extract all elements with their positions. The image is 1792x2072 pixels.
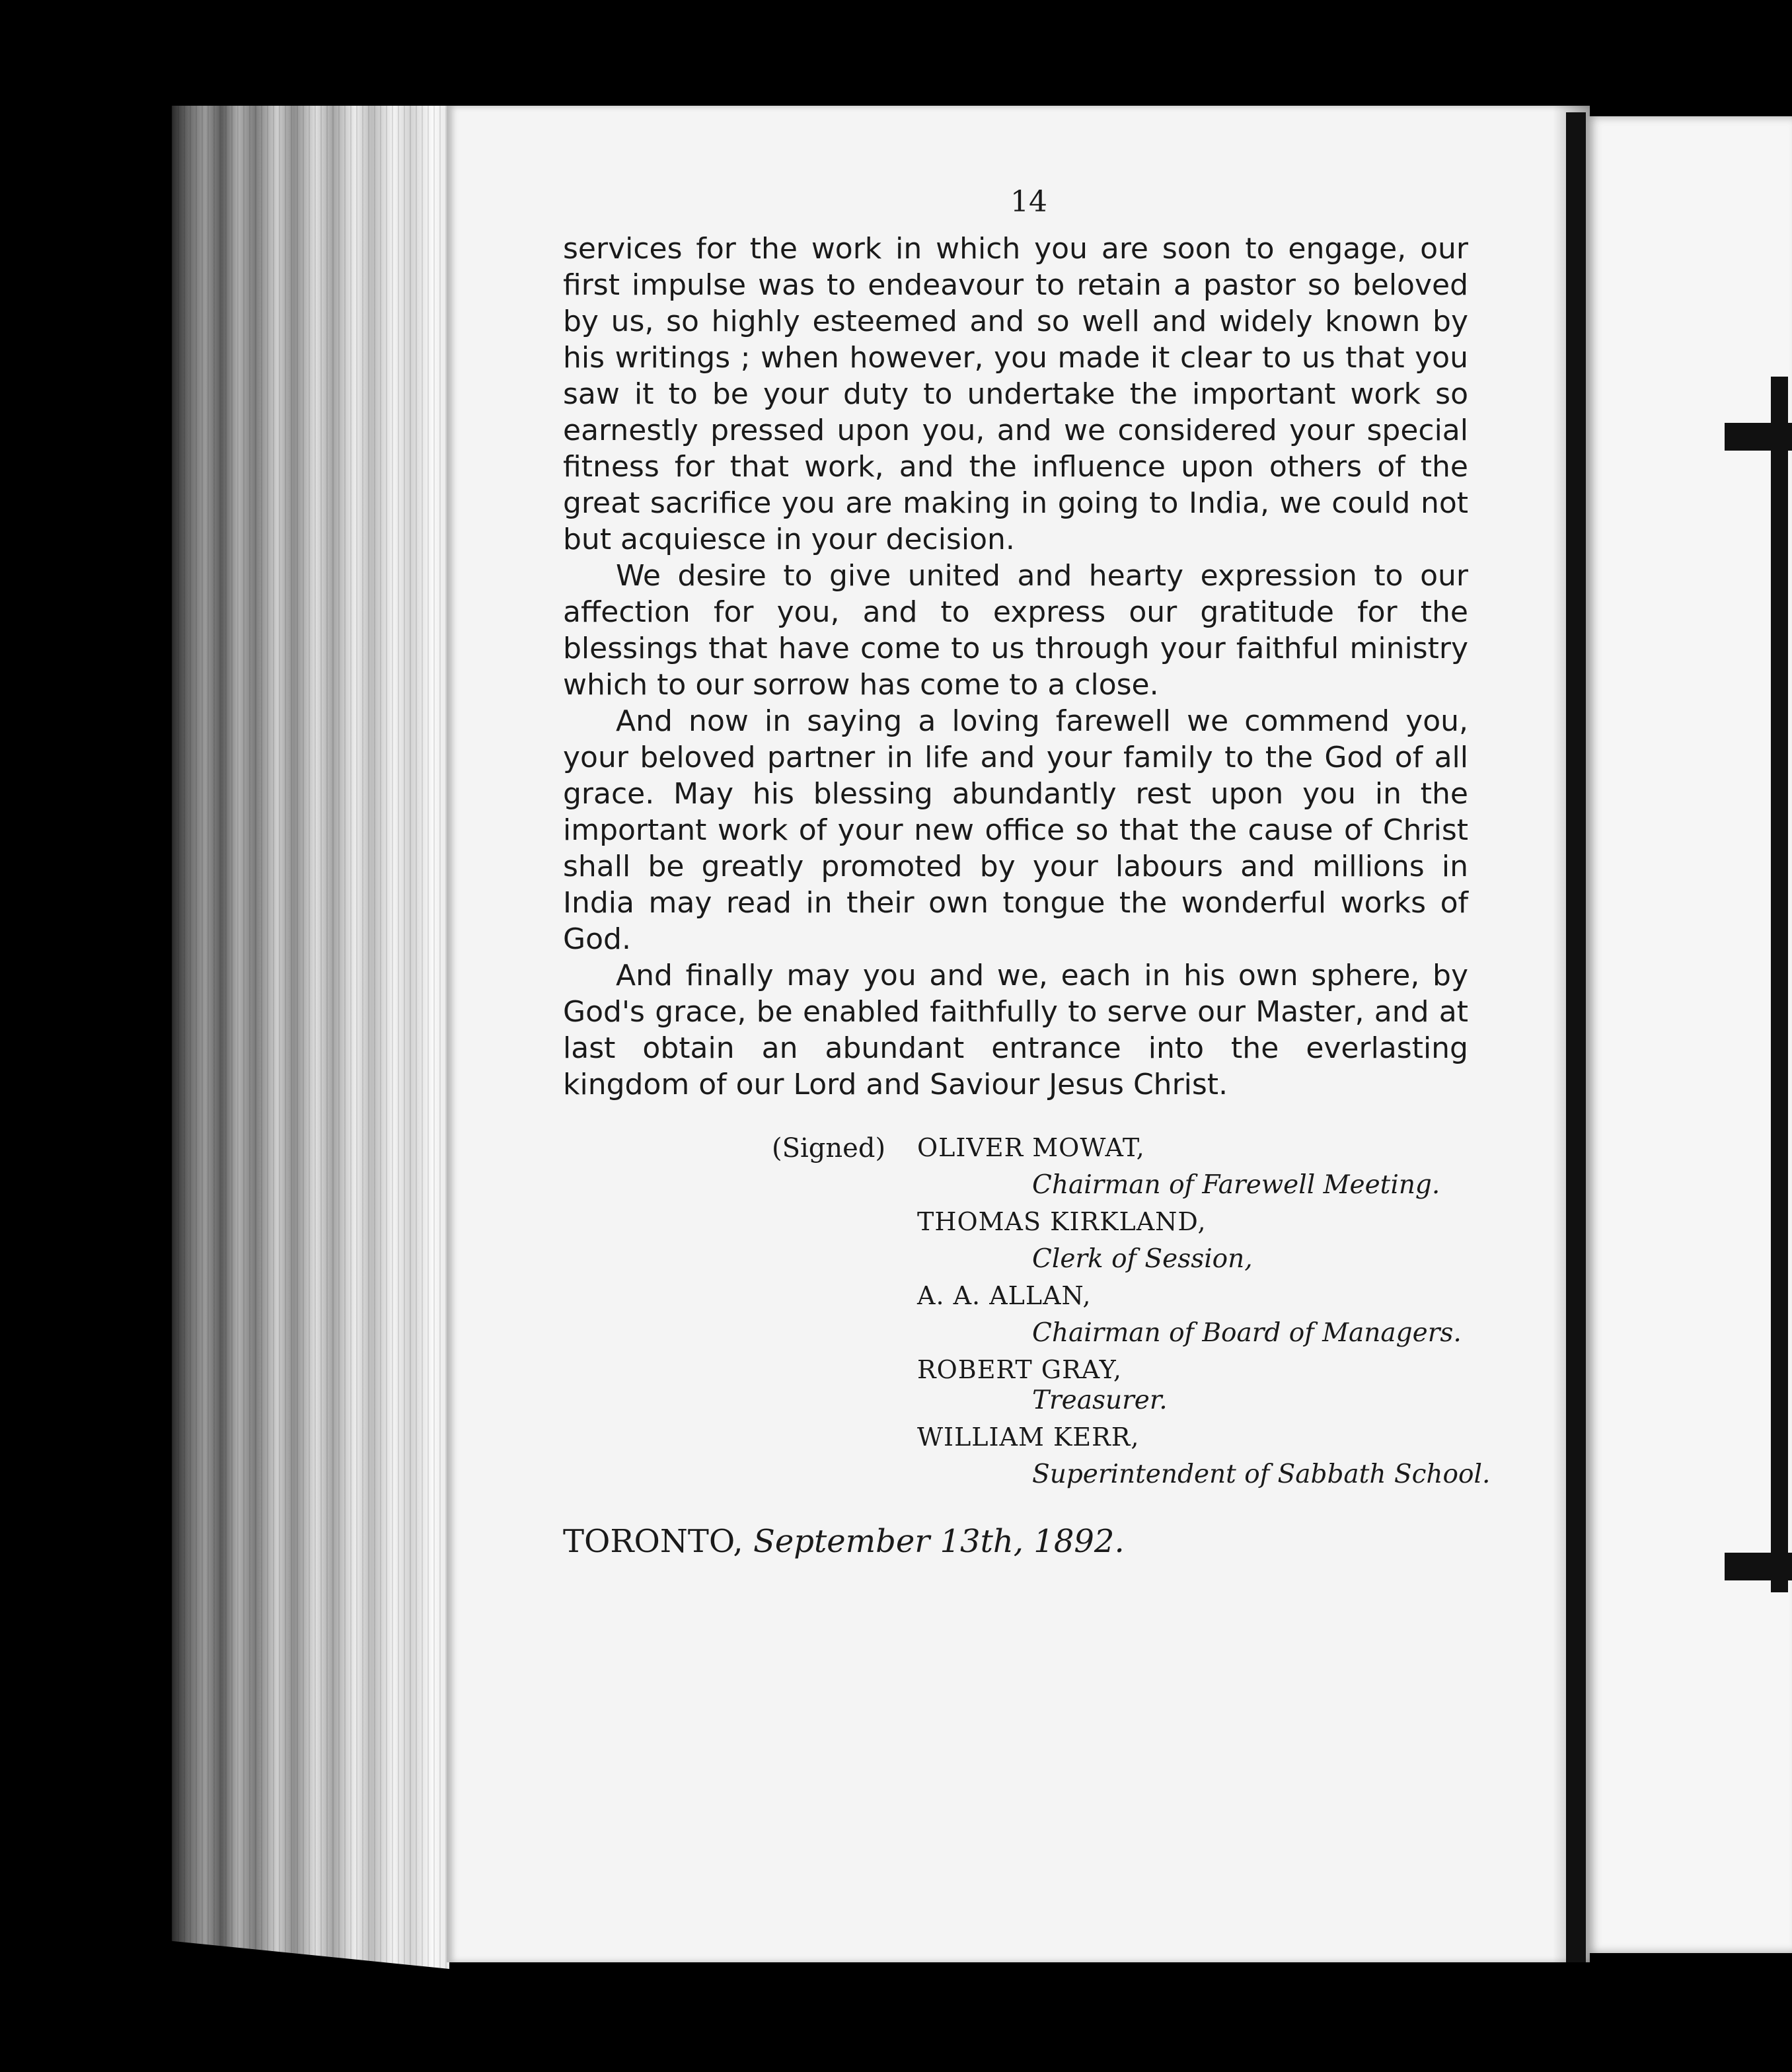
signatory-name-row — [563, 1423, 1468, 1460]
paragraph: services for the work in which you are soon to engage, our first impulse was to endeavour to retain a pastor so beloved by us, so highly esteemed and so well and widely known by his writings ; when however, you made it clear to us that you saw it to be your duty to undertake the important work so earnestly pressed upon you, and we considered your special fitness for that work, and the influence upon others of the great sacrifice you are making in going to India, we could not but acquiesce in your decision. — [563, 232, 1468, 556]
signatory-title: Chairman of Farewell Meeting. — [1032, 1170, 1440, 1200]
signed-label: (Signed) — [772, 1133, 886, 1164]
signatory-title-row — [563, 1460, 1491, 1497]
signatory-name: OLIVER MOWAT, — [917, 1133, 1145, 1162]
bracket-mark — [1771, 377, 1788, 1592]
signatory-name: A. A. ALLAN, — [917, 1281, 1092, 1310]
signatory-title: Superintendent of Sabbath School. — [1032, 1460, 1491, 1489]
bracket-mark-bottom — [1725, 1553, 1792, 1580]
date-line — [563, 1523, 1468, 1560]
book-spine — [1566, 112, 1586, 1962]
signatory-name-row — [563, 1281, 1468, 1318]
signatory-name: WILLIAM KERR, — [917, 1423, 1140, 1452]
signatory-title: Chairman of Board of Managers. — [1032, 1318, 1462, 1348]
paragraph: We desire to give united and hearty expression to our affection for you, and to express our gratitude for the blessings that have come to us through your faithful ministry which to our sorrow has come to a close. — [563, 559, 1468, 702]
page-number: 14 — [1010, 185, 1047, 219]
signature-block — [563, 1133, 1491, 1497]
signatory-title-row — [563, 1244, 1468, 1281]
date: September 13th, 1892. — [753, 1523, 1125, 1560]
signatory-name-row — [563, 1355, 1468, 1386]
signatory-name-row — [563, 1207, 1468, 1244]
signatory-name: ROBERT GRAY, — [917, 1355, 1122, 1384]
page-edges — [172, 106, 449, 1969]
signatory-title-row — [563, 1170, 1468, 1207]
facing-page — [1586, 116, 1792, 1953]
paragraph: And now in saying a loving farewell we commend you, your beloved partner in life and your family to the God of all grace. May his blessing abundantly rest upon you in the important work of your new office so that the cause of Christ shall be greatly promoted by your labours and millions in India may read in their own tongue the wonderful works of God. — [563, 704, 1468, 956]
place-name: TORONTO, — [563, 1523, 743, 1560]
signatory-title-row — [563, 1318, 1468, 1355]
bracket-mark-top — [1725, 423, 1792, 451]
signatory-name-row — [563, 1133, 1468, 1170]
page-text — [563, 185, 1491, 1560]
paragraph: And finally may you and we, each in his own sphere, by God's grace, be enabled faithfully to serve our Master, and at last obtain an abundant entrance into the everlasting kingdom of our Lord and Saviour Jesus Christ. — [563, 959, 1468, 1101]
signatory-title: Treasurer. — [1032, 1386, 1168, 1415]
signatory-name: THOMAS KIRKLAND, — [917, 1207, 1207, 1236]
signatory-title: Clerk of Session, — [1032, 1244, 1253, 1274]
signatory-title-row — [563, 1386, 1468, 1423]
